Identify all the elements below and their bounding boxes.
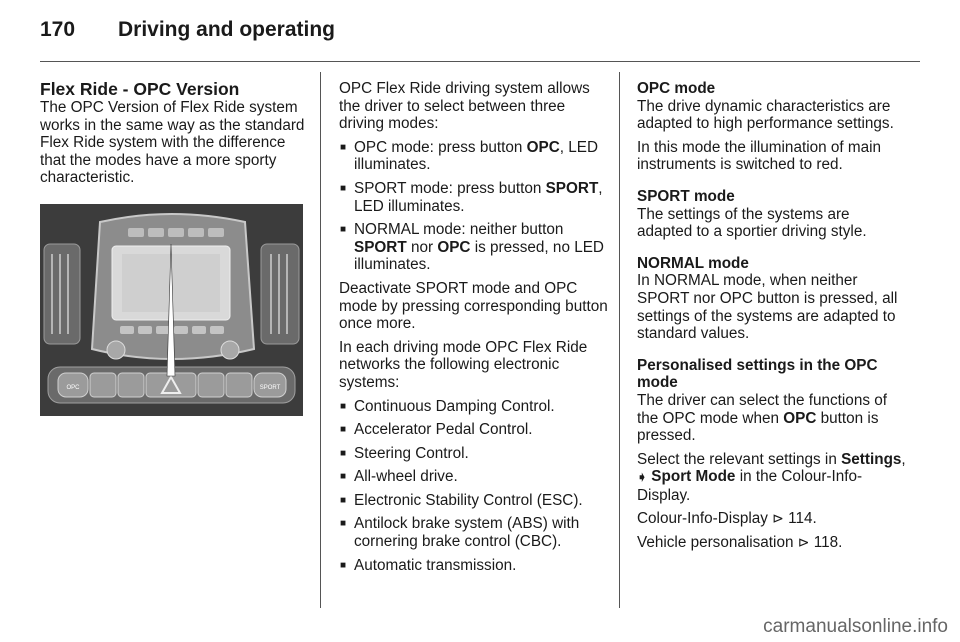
personalised-settings-heading: Personalised settings in the OPC mode (637, 356, 878, 392)
reference-vehicle-personalisation[interactable]: Vehicle personalisation ⊳ 118. (637, 534, 843, 552)
list-item: ■ SPORT mode: press button SPORT, LED illuminates. (339, 180, 609, 215)
menu-arrow-icon: ➧ (637, 470, 648, 485)
column-1 (40, 80, 308, 416)
personalised-settings-text: The driver can select the functions of the OPC mode when OPC button is pressed. (637, 391, 887, 445)
list-item: ■ NORMAL mode: neither button SPORT nor OPC is pressed, no LED illuminates. (339, 221, 609, 274)
modes-intro: OPC Flex Ride driving system allows the driver to select between three driving modes: (339, 80, 590, 133)
reference-colour-info-display[interactable]: Colour-Info-Display ⊳ 114. (637, 510, 817, 528)
column-divider-1 (320, 72, 321, 608)
normal-mode-text: In NORMAL mode, when neither SPORT nor OPC button is pressed, all settings of the systems are adapted to standard values. (637, 272, 898, 343)
list-item: ■ Accelerator Pedal Control. (339, 421, 609, 439)
list-item: ■ Continuous Damping Control. (339, 398, 609, 416)
console-drawing (40, 204, 303, 416)
list-item: ■ Electronic Stability Control (ESC). (339, 492, 609, 510)
networks-intro: In each driving mode OPC Flex Ride networks the following electronic systems: (339, 338, 588, 391)
modes-list (339, 139, 609, 274)
list-item: ■ Steering Control. (339, 445, 609, 463)
column-2 (339, 80, 609, 580)
intro-paragraph: The OPC Version of Flex Ride system works in the same way as the standard Flex Ride system with the difference that the modes have a more sporty characteristic. (40, 99, 305, 187)
systems-list (339, 398, 609, 575)
opc-mode-illumination: In this mode the illumination of main instruments is switched to red. (637, 138, 882, 174)
opc-mode-text: The drive dynamic characteristics are adapted to high performance settings. (637, 97, 894, 133)
deactivate-paragraph: Deactivate SPORT mode and OPC mode by pressing corresponding button once more. (339, 279, 608, 333)
column-divider-2 (619, 72, 620, 608)
list-item: ■ Antilock brake system (ABS) with cornering brake control (CBC). (339, 515, 609, 550)
page-header (40, 18, 920, 48)
opc-button-label: OPC (66, 384, 80, 391)
sport-mode-heading: SPORT mode (637, 187, 735, 205)
watermark: carmanualsonline.info (763, 616, 948, 637)
sport-mode-text: The settings of the systems are adapted to a sportier driving style. (637, 205, 867, 241)
section-title: Flex Ride - OPC Version (40, 79, 240, 99)
list-item: ■ Automatic transmission. (339, 557, 609, 575)
list-item: ■ OPC mode: press button OPC, LED illuminates. (339, 139, 609, 174)
normal-mode-heading: NORMAL mode (637, 254, 749, 272)
center-console-illustration (40, 204, 303, 416)
column-3 (637, 80, 909, 558)
chapter-title: Driving and operating (118, 18, 336, 41)
header-rule (40, 61, 920, 62)
page-number: 170 (40, 18, 76, 41)
page-reference-icon: ⊳ (772, 510, 784, 527)
select-settings-text: Select the relevant settings in Settings, ➧ Sport Mode in the Colour-Info-Display. (637, 450, 906, 504)
list-item: ■ All-wheel drive. (339, 468, 609, 486)
page-reference-icon: ⊳ (797, 534, 810, 551)
sport-button-label: SPORT (259, 384, 281, 391)
opc-mode-heading: OPC mode (637, 80, 716, 97)
